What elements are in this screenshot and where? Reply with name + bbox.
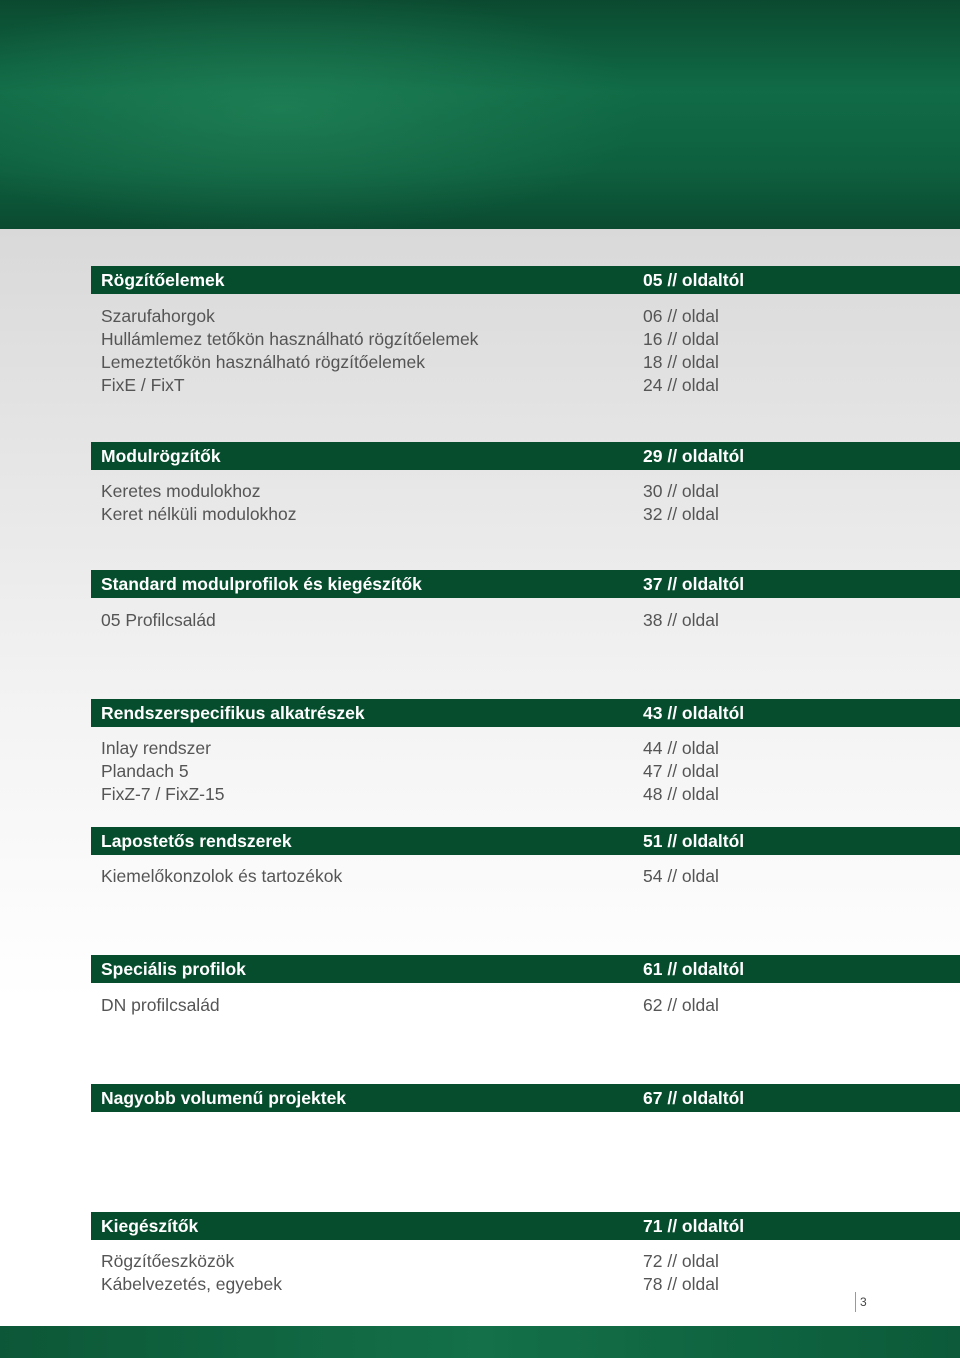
toc-item-label[interactable]: DN profilcsalád <box>101 995 220 1015</box>
toc-item-label[interactable]: Lemeztetőkön használható rögzítőelemek <box>101 352 425 372</box>
toc-item-label[interactable]: Kiemelőkonzolok és tartozékok <box>101 866 343 886</box>
toc-item-label[interactable]: Rögzítőeszközök <box>101 1251 235 1271</box>
section-start-page[interactable]: 29 // oldaltól <box>643 446 745 466</box>
top-banner <box>0 0 960 229</box>
section-title[interactable]: Kiegészítők <box>101 1216 199 1236</box>
toc-item-label[interactable]: Szarufahorgok <box>101 306 215 326</box>
section-title[interactable]: Lapostetős rendszerek <box>101 831 292 851</box>
section-start-page[interactable]: 43 // oldaltól <box>643 703 745 723</box>
toc-item-page[interactable]: 06 // oldal <box>643 306 719 326</box>
section-header-bar <box>91 1212 960 1240</box>
toc-item-page[interactable]: 18 // oldal <box>643 352 719 372</box>
section-start-page[interactable]: 61 // oldaltól <box>643 959 745 979</box>
section-title[interactable]: Modulrögzítők <box>101 446 221 466</box>
toc-item-label[interactable]: Keretes modulokhoz <box>101 481 261 501</box>
toc-item-page[interactable]: 48 // oldal <box>643 784 719 804</box>
toc-item-page[interactable]: 30 // oldal <box>643 481 719 501</box>
section-start-page[interactable]: 71 // oldaltól <box>643 1216 745 1236</box>
toc-item-page[interactable]: 16 // oldal <box>643 329 719 349</box>
toc-item-page[interactable]: 44 // oldal <box>643 738 719 758</box>
section-title[interactable]: Standard modulprofilok és kiegészítők <box>101 574 422 594</box>
bottom-strip <box>0 1326 960 1358</box>
section-start-page[interactable]: 37 // oldaltól <box>643 574 745 594</box>
toc-item-label[interactable]: FixZ-7 / FixZ-15 <box>101 784 225 804</box>
section-start-page[interactable]: 51 // oldaltól <box>643 831 745 851</box>
toc-item-page[interactable]: 24 // oldal <box>643 375 719 395</box>
toc-item-page[interactable]: 78 // oldal <box>643 1274 719 1294</box>
toc-item-label[interactable]: Hullámlemez tetőkön használható rögzítőelemek <box>101 329 479 349</box>
toc-item-page[interactable]: 32 // oldal <box>643 504 719 524</box>
section-title[interactable]: Speciális profilok <box>101 959 246 979</box>
toc-item-page[interactable]: 47 // oldal <box>643 761 719 781</box>
toc-item-page[interactable]: 38 // oldal <box>643 610 719 630</box>
section-title[interactable]: Rendszerspecifikus alkatrészek <box>101 703 365 723</box>
section-start-page[interactable]: 05 // oldaltól <box>643 270 745 290</box>
toc-item-label[interactable]: Kábelvezetés, egyebek <box>101 1274 282 1294</box>
section-start-page[interactable]: 67 // oldaltól <box>643 1088 745 1108</box>
section-header-bar <box>91 442 960 470</box>
toc-item-label[interactable]: 05 Profilcsalád <box>101 610 216 630</box>
toc-item-page[interactable]: 72 // oldal <box>643 1251 719 1271</box>
toc-item-label[interactable]: Inlay rendszer <box>101 738 211 758</box>
toc-item-label[interactable]: Keret nélküli modulokhoz <box>101 504 297 524</box>
section-title[interactable]: Rögzítőelemek <box>101 270 225 290</box>
toc-item-page[interactable]: 62 // oldal <box>643 995 719 1015</box>
toc-item-page[interactable]: 54 // oldal <box>643 866 719 886</box>
page-number: 3 <box>855 1292 867 1312</box>
section-title[interactable]: Nagyobb volumenű projektek <box>101 1088 347 1108</box>
toc-item-label[interactable]: Plandach 5 <box>101 761 189 781</box>
toc-item-label[interactable]: FixE / FixT <box>101 375 185 395</box>
